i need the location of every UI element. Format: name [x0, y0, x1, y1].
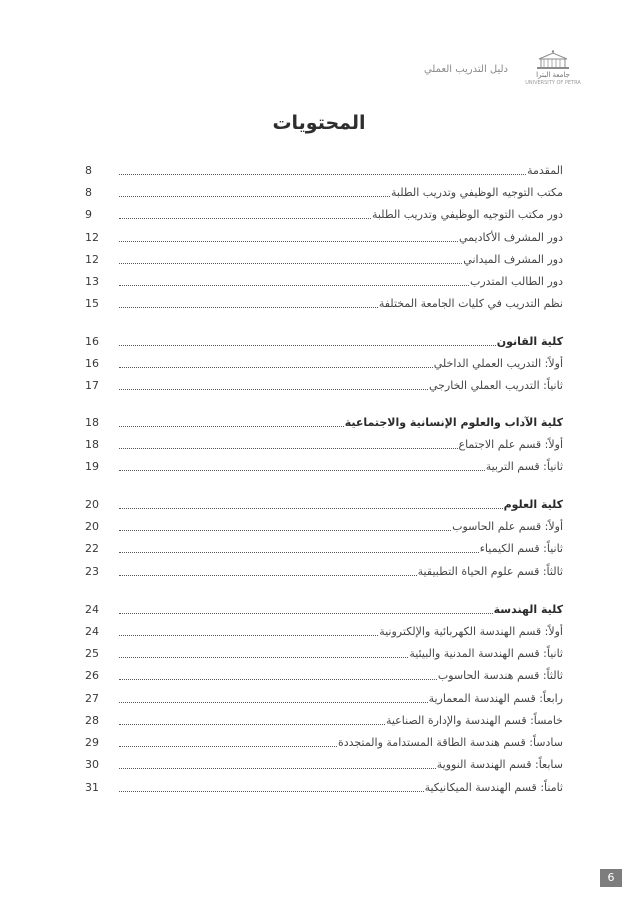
- dot-leader: [119, 469, 485, 471]
- toc-entry-title: ثانياً: قسم الكيمياء: [479, 542, 563, 555]
- dot-leader: [119, 344, 496, 346]
- toc-page-number: 9: [85, 208, 92, 221]
- toc-entry-title: كلية العلوم: [503, 498, 563, 511]
- toc-row: [85, 434, 563, 452]
- logo-subtext: UNIVERSITY OF PETRA: [525, 80, 581, 86]
- toc-row: [85, 688, 563, 706]
- dot-leader: [119, 217, 371, 219]
- toc-page-number: 15: [85, 297, 99, 310]
- toc-page-number: 24: [85, 603, 99, 616]
- toc-page-number: 20: [85, 498, 99, 511]
- toc-row: [85, 204, 563, 222]
- toc-row: [85, 353, 563, 371]
- toc-section-row: [85, 599, 563, 617]
- toc-page-number: 13: [85, 275, 99, 288]
- toc-page-number: 16: [85, 335, 99, 348]
- toc-row: [85, 621, 563, 639]
- dot-leader: [119, 195, 390, 197]
- toc-section-row: [85, 494, 563, 512]
- dot-leader: [119, 656, 408, 658]
- toc-row: [85, 516, 563, 534]
- dot-leader: [119, 306, 378, 308]
- toc-page-number: 25: [85, 647, 99, 660]
- toc-entry-title: دور الطالب المتدرب: [470, 275, 563, 288]
- dot-leader: [119, 790, 424, 792]
- dot-leader: [119, 366, 433, 368]
- dot-leader: [119, 551, 479, 553]
- toc-page-number: 30: [85, 758, 99, 771]
- toc-entry-title: كلية الآداب والعلوم الإنسانية والاجتماعية: [344, 416, 563, 429]
- dot-leader: [119, 634, 378, 636]
- dot-leader: [119, 425, 344, 427]
- toc-entry-title: أولاً: قسم علم الاجتماع: [458, 438, 563, 451]
- toc-page-number: 28: [85, 714, 99, 727]
- toc-entry-title: ثانياً: التدريب العملي الخارجي: [428, 379, 563, 392]
- toc-entry-title: أولاً: قسم الهندسة الكهربائية والإلكترونية: [379, 625, 563, 638]
- toc-row: [85, 665, 563, 683]
- dot-leader: [119, 447, 458, 449]
- dot-leader: [119, 240, 458, 242]
- dot-leader: [119, 284, 469, 286]
- page-title: المحتويات: [272, 112, 366, 134]
- toc-page-number: 29: [85, 736, 99, 749]
- toc-entry-title: ثامناً: قسم الهندسة الميكانيكية: [424, 781, 563, 794]
- toc-section-row: [85, 412, 563, 430]
- dot-leader: [119, 529, 451, 531]
- toc-row: [85, 227, 563, 245]
- toc-row: [85, 561, 563, 579]
- dot-leader: [119, 507, 503, 509]
- toc-row: [85, 293, 563, 311]
- dot-leader: [119, 173, 526, 175]
- toc-entry-title: أولاً: قسم علم الحاسوب: [452, 520, 563, 533]
- toc-row: [85, 643, 563, 661]
- toc-row: [85, 538, 563, 556]
- toc-row: [85, 777, 563, 795]
- toc-entry-title: نظم التدريب في كليات الجامعة المختلفة: [378, 297, 563, 310]
- toc-page-number: 27: [85, 692, 99, 705]
- dot-leader: [119, 678, 437, 680]
- toc-page-number: 24: [85, 625, 99, 638]
- dot-leader: [119, 767, 436, 769]
- toc-page-number: 12: [85, 231, 99, 244]
- toc-entry-title: ثالثاً: قسم علوم الحياة التطبيقية: [417, 565, 563, 578]
- toc-entry-title: سادساً: قسم هندسة الطاقة المستدامة والمتجددة: [337, 736, 563, 749]
- dot-leader: [119, 701, 428, 703]
- toc-row: [85, 732, 563, 750]
- toc-row: [85, 375, 563, 393]
- toc-page-number: 18: [85, 438, 99, 451]
- dot-leader: [119, 612, 493, 614]
- toc-page-number: 8: [85, 186, 92, 199]
- dot-leader: [119, 574, 417, 576]
- toc-section-row: [85, 331, 563, 349]
- toc-page-number: 23: [85, 565, 99, 578]
- toc-row: [85, 710, 563, 728]
- toc-row: [85, 160, 563, 178]
- logo-text: جامعة البترا: [536, 71, 570, 79]
- dot-leader: [119, 723, 385, 725]
- toc-page-number: 12: [85, 253, 99, 266]
- toc-page-number: 20: [85, 520, 99, 533]
- toc-entry-title: ثانياً: قسم الهندسة المدنية والبيئية: [409, 647, 563, 660]
- toc-page-number: 16: [85, 357, 99, 370]
- toc-entry-title: أولاً: التدريب العملي الداخلي: [433, 357, 563, 370]
- dot-leader: [119, 745, 337, 747]
- dot-leader: [119, 262, 462, 264]
- toc-entry-title: ثانياً: قسم التربية: [485, 460, 563, 473]
- toc-entry-title: دور المشرف الأكاديمي: [459, 231, 563, 244]
- toc-entry-title: ثالثاً: قسم هندسة الحاسوب: [437, 669, 563, 682]
- toc-page-number: 26: [85, 669, 99, 682]
- toc-entry-title: سابعاً: قسم الهندسة النووية: [436, 758, 563, 771]
- toc-entry-title: دور مكتب التوجيه الوظيفي وتدريب الطلبة: [371, 208, 563, 221]
- toc-entry-title: خامساً: قسم الهندسة والإدارة الصناعية: [385, 714, 563, 727]
- toc-entry-title: دور المشرف الميداني: [463, 253, 563, 266]
- toc-page-number: 19: [85, 460, 99, 473]
- toc-row: [85, 271, 563, 289]
- toc-row: [85, 754, 563, 772]
- document-header-title: دليل التدريب العملي: [423, 63, 508, 75]
- toc-entry-title: المقدمة: [527, 164, 563, 177]
- toc-page-number: 18: [85, 416, 99, 429]
- toc-entry-title: كلية القانون: [496, 335, 563, 348]
- toc-page-number: 17: [85, 379, 99, 392]
- toc-row: [85, 249, 563, 267]
- toc-entry-title: رابعاً: قسم الهندسة المعمارية: [428, 692, 563, 705]
- toc-page-number: 8: [85, 164, 92, 177]
- toc-page-number: 31: [85, 781, 99, 794]
- toc-entry-title: مكتب التوجيه الوظيفي وتدريب الطلبة: [390, 186, 563, 199]
- toc-row: [85, 456, 563, 474]
- toc-entry-title: كلية الهندسة: [493, 603, 563, 616]
- dot-leader: [119, 388, 428, 390]
- toc-row: [85, 182, 563, 200]
- toc-page-number: 22: [85, 542, 99, 555]
- page-number-badge: 6: [600, 869, 622, 887]
